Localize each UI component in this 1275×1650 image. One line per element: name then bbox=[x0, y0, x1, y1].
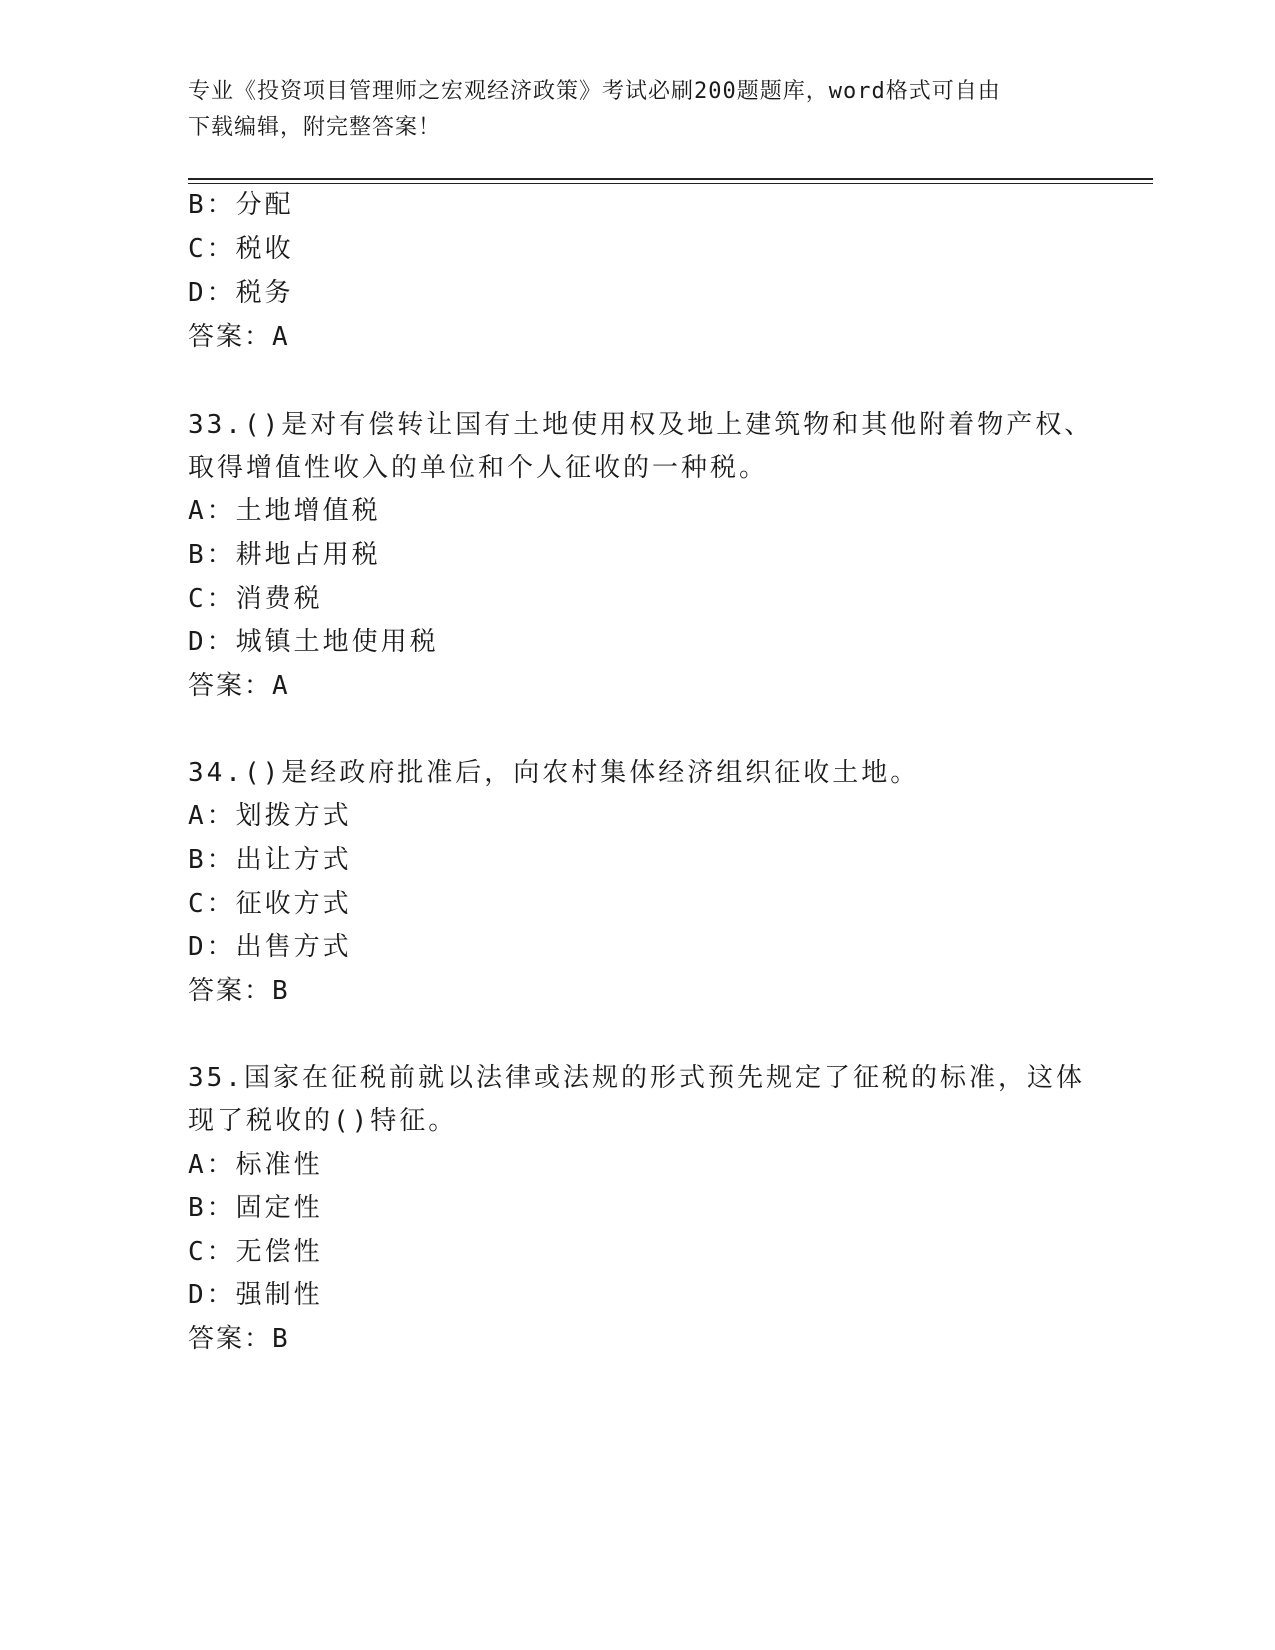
question-stem-cont: 取得增值性收入的单位和个人征收的一种税。 bbox=[188, 453, 769, 483]
option-d: D：税务 bbox=[188, 278, 294, 308]
option-b: B：出让方式 bbox=[188, 845, 352, 875]
option-a: A：划拨方式 bbox=[188, 801, 352, 831]
answer: 答案：B bbox=[188, 1324, 290, 1354]
answer: 答案：B bbox=[188, 976, 290, 1006]
header-line-1: 专业《投资项目管理师之宏观经济政策》考试必刷200题题库，word格式可自由 bbox=[188, 79, 1001, 104]
document-header bbox=[188, 74, 1088, 146]
option-c: C：税收 bbox=[188, 234, 294, 264]
answer: 答案：A bbox=[188, 322, 290, 352]
header-rule-thin bbox=[188, 183, 1153, 184]
option-b: B：耕地占用税 bbox=[188, 540, 381, 570]
option-c: C：无偿性 bbox=[188, 1237, 323, 1267]
option-a: A：土地增值税 bbox=[188, 496, 381, 526]
option-b: B：分配 bbox=[188, 190, 294, 220]
option-a: A：标准性 bbox=[188, 1150, 323, 1180]
option-b: B：固定性 bbox=[188, 1193, 323, 1223]
question-stem: 34.()是经政府批准后，向农村集体经济组织征收土地。 bbox=[188, 758, 920, 788]
option-d: D：城镇土地使用税 bbox=[188, 627, 439, 657]
option-c: C：征收方式 bbox=[188, 889, 352, 919]
header-line-2: 下载编辑，附完整答案！ bbox=[188, 115, 442, 140]
answer: 答案：A bbox=[188, 671, 290, 701]
question-stem: 35.国家在征税前就以法律或法规的形式预先规定了征税的标准，这体 bbox=[188, 1063, 1085, 1093]
option-d: D：出售方式 bbox=[188, 932, 352, 962]
question-stem: 33.()是对有偿转让国有土地使用权及地上建筑物和其他附着物产权、 bbox=[188, 410, 1094, 440]
option-c: C：消费税 bbox=[188, 584, 323, 614]
option-d: D：强制性 bbox=[188, 1280, 323, 1310]
header-rule-thick bbox=[188, 178, 1153, 180]
question-stem-cont: 现了税收的()特征。 bbox=[188, 1106, 458, 1136]
